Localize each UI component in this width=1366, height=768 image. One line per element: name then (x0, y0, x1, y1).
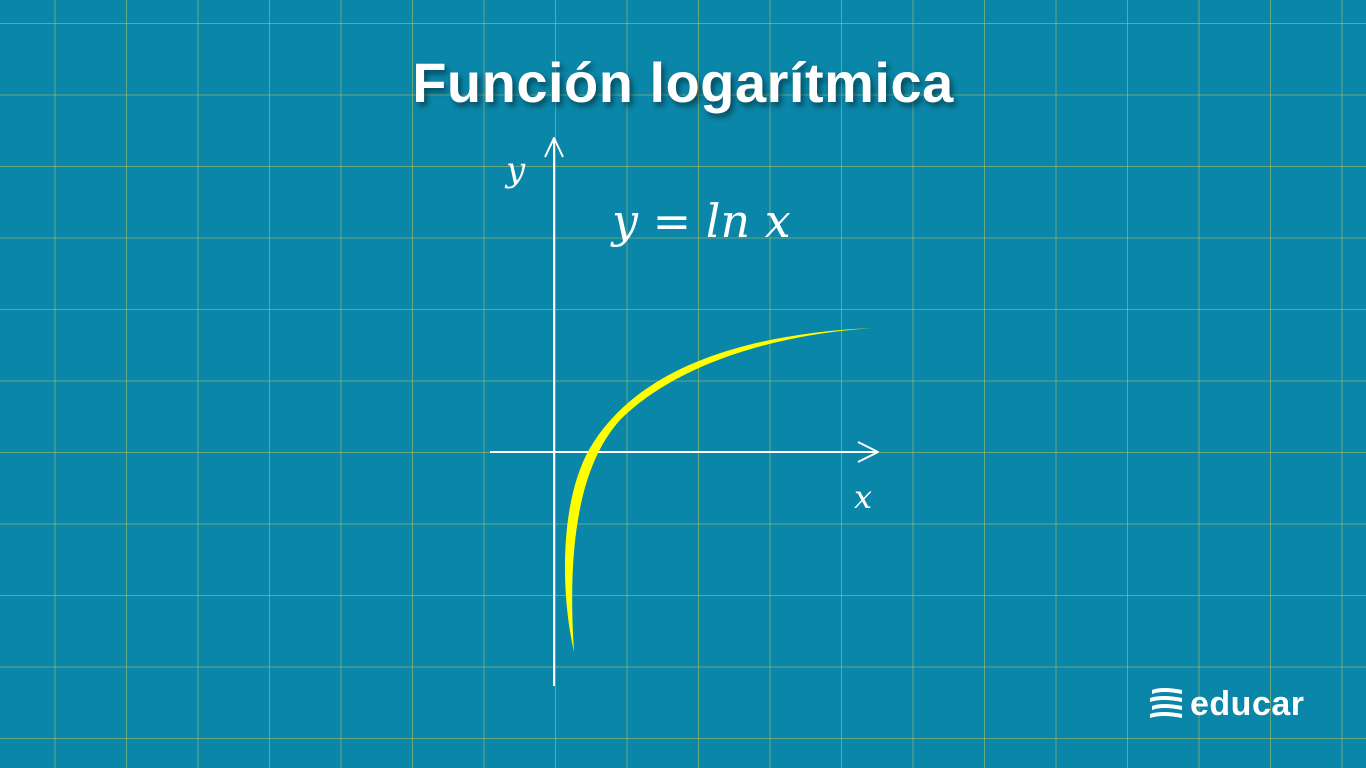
brand-name: educar (1190, 684, 1305, 723)
brand-logo (1148, 682, 1305, 726)
page-title: Función logarítmica (412, 51, 954, 114)
books-stack-icon (1148, 684, 1186, 724)
y-axis-label: y (506, 150, 526, 190)
log-curve (565, 328, 872, 652)
formula: y = ln x (612, 194, 791, 248)
x-axis-label: x (854, 478, 873, 516)
